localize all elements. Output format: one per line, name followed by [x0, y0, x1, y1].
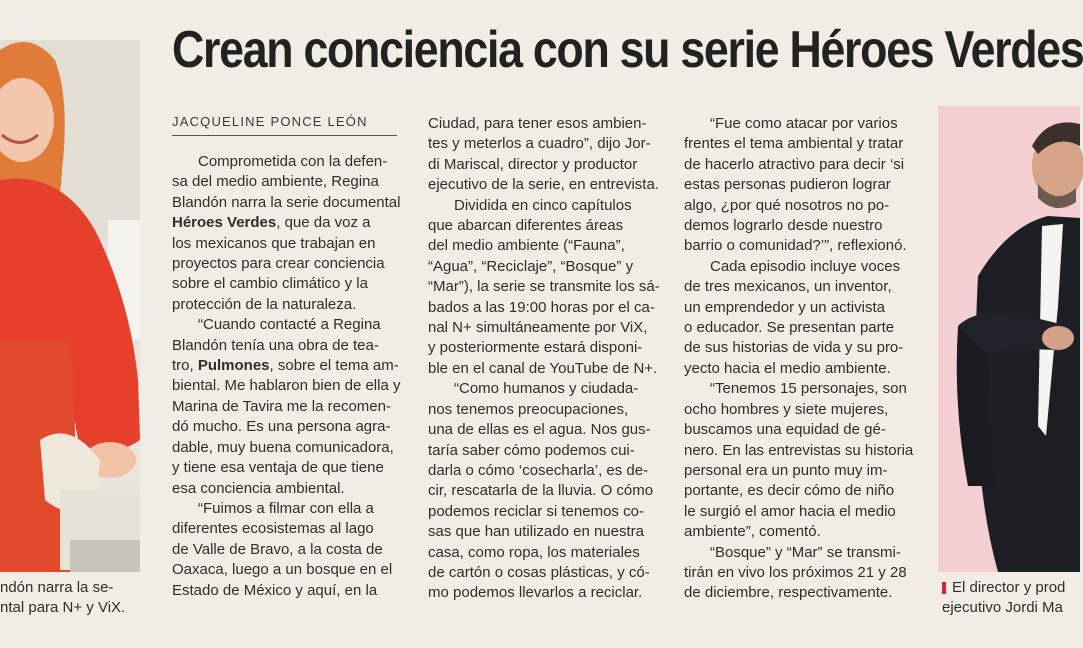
article-line: nero. En las entrevistas su historia	[684, 441, 914, 459]
article-line: frentes el tema ambiental y tratar	[684, 135, 904, 153]
article-line: sobre el cambio climático y la	[172, 275, 368, 293]
article-line: barrio o comunidad?’”, reflexionó.	[684, 237, 907, 255]
article-line: Blandón tenía una obra de tea-	[172, 336, 379, 354]
photo-jordi-mariscal	[938, 106, 1080, 572]
article-line: demos lograrlo desde nuestro	[684, 217, 883, 235]
article-line: dó mucho. Es una persona agra-	[172, 418, 391, 436]
article-line: mo podemos llevarlos a reciclar.	[428, 584, 643, 602]
bold-title: Héroes Verdes	[172, 214, 277, 232]
article-line: proyectos para crear conciencia	[172, 255, 385, 273]
headline: Crean conciencia con su serie Héroes Verdes	[172, 21, 1083, 79]
article-line: sas que han utilizado en nuestra	[428, 523, 644, 541]
article-line: biental. Me hablaron bien de ella y	[172, 377, 401, 395]
article-line: y tiene esa ventaja de que tiene	[172, 459, 384, 477]
article-line: taría saber cómo podemos cui-	[428, 441, 635, 459]
article-line: “Fuimos a filmar con ella a	[198, 499, 374, 517]
article-line: Dividida en cinco capítulos	[454, 196, 632, 214]
article-line: Blandón narra la serie documental	[172, 193, 401, 211]
article-line: de hacerlo atractivo para decir ‘si	[684, 155, 905, 173]
article-line: de cartón o cosas plásticas, y có-	[428, 563, 650, 581]
article-line: de tres mexicanos, un inventor,	[684, 278, 892, 296]
article-line: diferentes ecosistemas al lago	[172, 520, 374, 538]
article-line: bados a las 19:00 horas por el ca-	[428, 298, 655, 316]
article-line: di Mariscal, director y productor	[428, 155, 638, 173]
article-line: de diciembre, respectivamente.	[684, 584, 893, 602]
article-line: yecto hacia el medio ambiente.	[684, 359, 891, 377]
article-column-1	[172, 152, 401, 601]
article-line: tirán en vivo los próximos 21 y 28	[684, 563, 907, 581]
bold-title: Pulmones	[197, 357, 270, 375]
article-line: Ciudad, para tener esos ambien-	[428, 115, 647, 132]
article-line: Comprometida con la defen-	[198, 153, 388, 170]
article-line: Cada episodio incluye voces	[710, 257, 901, 275]
article-line: “Cuando contacté a Regina	[198, 316, 381, 334]
caption-right-line-1: El director y prod	[952, 579, 1066, 596]
article-line: esa conciencia ambiental.	[172, 479, 345, 497]
article-line: “Fue como atacar por varios	[710, 115, 898, 132]
article-line: nal N+ simultáneamente por ViX,	[428, 319, 648, 337]
article-line: podemos reciclar si tenemos co-	[428, 502, 644, 520]
article-line: “Bosque” y “Mar” se transmi-	[710, 543, 901, 561]
article-line: de Valle de Bravo, a la costa de	[172, 540, 383, 558]
article-column-3	[684, 114, 914, 604]
caption-marker	[942, 582, 946, 594]
article-line: ambiente”, comentó.	[684, 523, 821, 541]
caption-left-line-1: ndón narra la se-	[0, 579, 114, 596]
article-line: estas personas pudieron lograr	[684, 176, 891, 194]
article-line: dable, muy buena comunicadora,	[172, 438, 394, 456]
article-line: tro, Pulmones, sobre el tema am-	[172, 357, 399, 375]
article-line: “Tenemos 15 personajes, son	[710, 380, 907, 398]
article-line: casa, como ropa, los materiales	[428, 543, 640, 561]
article-line: ble en el canal de YouTube de N+.	[428, 359, 658, 377]
article-line: una de ellas es el agua. Nos gus-	[428, 421, 651, 439]
article-line: Marina de Tavira me la recomen-	[172, 397, 391, 415]
article-line: un emprendedor y un activista	[684, 298, 885, 316]
article-line: y posteriormente estará disponi-	[428, 339, 643, 357]
article-line: del medio ambiente (“Fauna”,	[428, 237, 625, 255]
article-line: buscamos una equidad de gé-	[684, 421, 886, 439]
article-line: sa del medio ambiente, Regina	[172, 173, 379, 191]
article-line: Estado de México y aquí, en la	[172, 581, 378, 599]
article-line: personal era un punto muy im-	[684, 461, 888, 479]
article-line: ocho hombres y siete mujeres,	[684, 400, 889, 418]
caption-left	[0, 578, 125, 618]
article-line: “Mar”), la serie se transmite los sá-	[428, 278, 660, 296]
article-line: Oaxaca, luego a un bosque en el	[172, 561, 393, 579]
byline: JACQUELINE PONCE LEÓN	[172, 114, 397, 136]
article-line: tes y meterlos a cuadro”, dijo Jor-	[428, 135, 651, 153]
article-line: Héroes Verdes, que da voz a	[172, 214, 371, 232]
article-column-2	[428, 114, 660, 604]
article-line: le surgió el amor hacia el medio	[684, 502, 896, 520]
article-line: cir, rescatarla de la lluvia. O cómo	[428, 482, 654, 500]
article-line: portante, es decir cómo de niño	[684, 482, 895, 500]
article-line: darla o cómo ‘cosecharla’, es de-	[428, 461, 649, 479]
article-line: o educador. Se presentan parte	[684, 319, 895, 337]
article-line: que abarcan diferentes áreas	[428, 217, 624, 235]
photo-regina-blandon	[0, 40, 140, 572]
article-line: nos tenemos preocupaciones,	[428, 400, 629, 418]
caption-right	[942, 578, 1065, 618]
article-line: de sus historias de vida y su pro-	[684, 339, 904, 357]
article-line: los mexicanos que trabajan en	[172, 234, 376, 252]
article-line: algo, ¿por qué nosotros no po-	[684, 196, 890, 214]
article-line: “Agua”, “Reciclaje”, “Bosque” y	[428, 257, 634, 275]
article-line: “Como humanos y ciudada-	[454, 380, 639, 398]
caption-left-line-2: ntal para N+ y ViX.	[0, 599, 126, 616]
article-line: ejecutivo de la serie, en entrevista.	[428, 176, 659, 194]
caption-right-line-2: ejecutivo Jordi Ma	[942, 599, 1063, 616]
article-line: protección de la naturaleza.	[172, 295, 357, 313]
